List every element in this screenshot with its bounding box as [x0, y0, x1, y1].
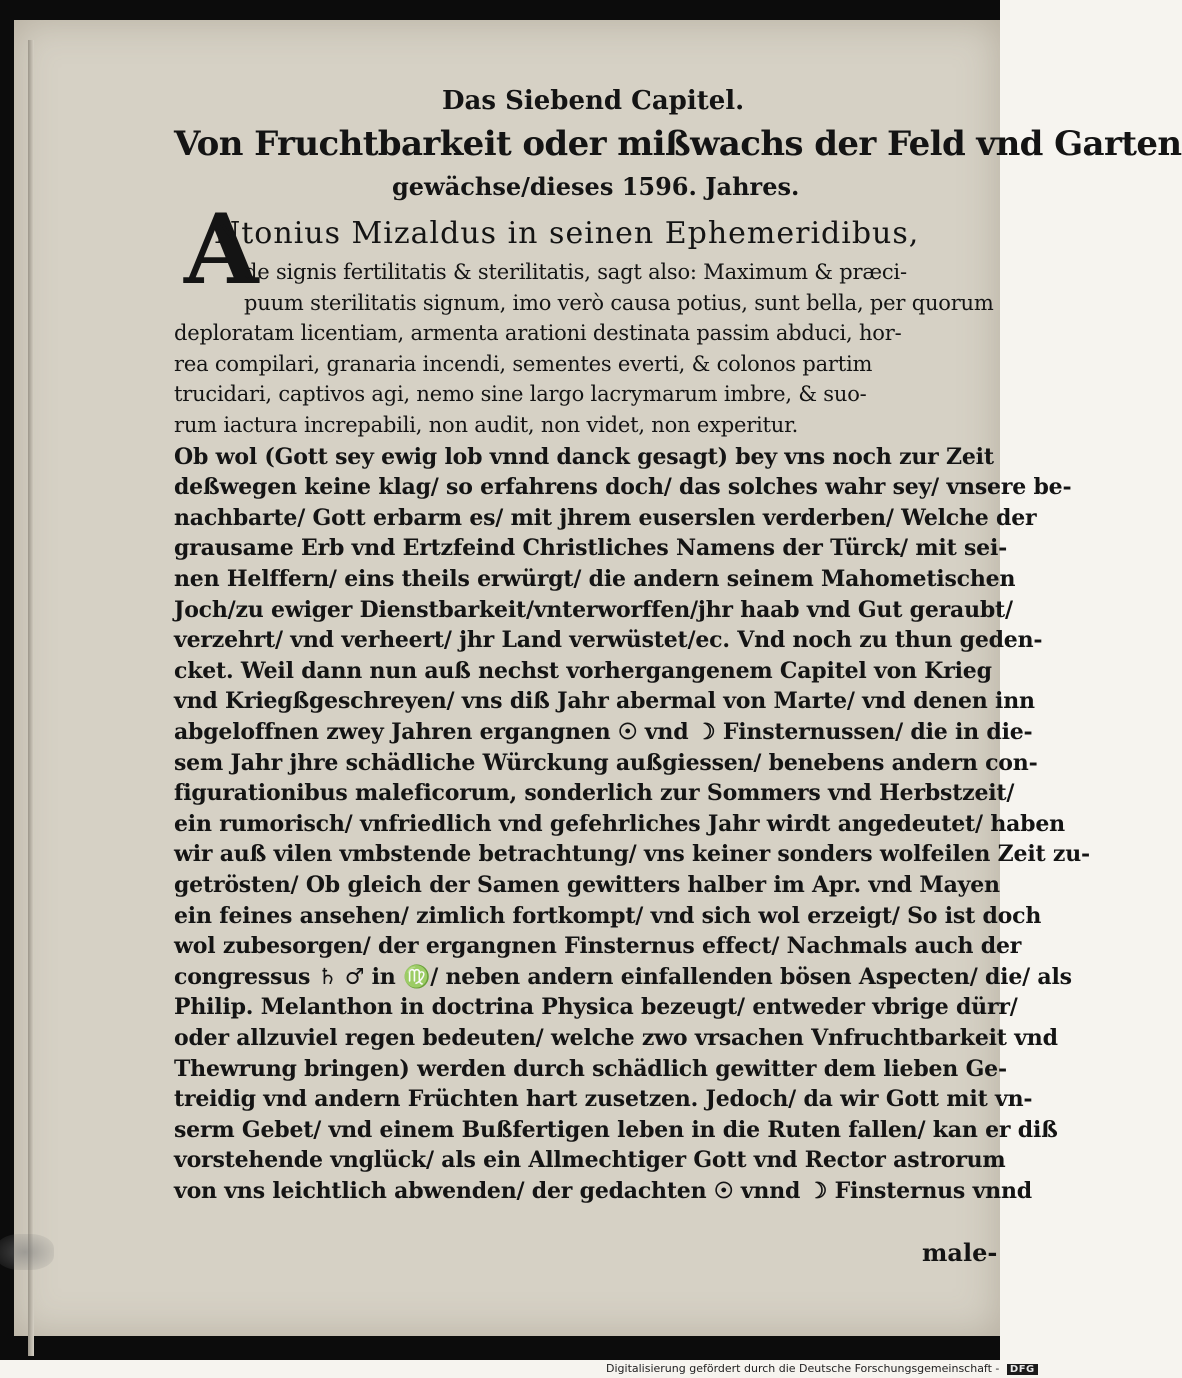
text-line: Thewrung bringen) werden durch schädlich gewitter dem lieben Ge- [174, 1055, 1007, 1082]
text-line: grausame Erb vnd Ertzfeind Christliches Namens der Türck/ mit sei- [174, 535, 1008, 562]
text-line: oder allzuviel regen bedeuten/ welche zwo vrsachen Vnfruchtbarkeit vnd [174, 1025, 1058, 1051]
catchword: male- [922, 1238, 998, 1267]
text-line: ein rumorisch/ vnfriedlich vnd gefehrliches Jahr wirdt angedeutet/ haben [174, 810, 1065, 837]
text-line: von vns leichtlich abwenden/ der gedachten ☉ vnnd ☽ Finsternus vnnd [174, 1178, 1032, 1204]
book-page [14, 20, 1182, 1336]
text-line: de signis fertilitatis & sterilitatis, sagt also: Maximum & præci- [244, 260, 907, 284]
chapter-title-line-1: Von Fruchtbarkeit oder mißwachs der Feld vnd Garten [174, 124, 1182, 164]
dfg-logo: DFG [1007, 1364, 1038, 1375]
drop-cap: A [184, 193, 259, 306]
text-line: wol zubesorgen/ der ergangnen Finsternus effect/ Nachmals auch der [174, 933, 1022, 960]
text-line: Joch/zu ewiger Dienstbarkeit/vnterworffen/jhr haab vnd Gut geraubt/ [174, 596, 1013, 623]
footer-credit: Digitalisierung gefördert durch die Deutsche Forschungsgemeinschaft - [606, 1362, 1000, 1375]
text-line: ein feines ansehen/ zimlich fortkompt/ vnd sich wol erzeigt/ So ist doch [174, 902, 1042, 929]
text-line: cket. Weil dann nun auß nechst vorhergangenem Capitel von Krieg [174, 657, 992, 684]
text-line: puum sterilitatis signum, imo verò causa potius, sunt bella, per quorum [244, 290, 994, 315]
text-line: treidig vnd andern Früchten hart zusetzen. Jedoch/ da wir Gott mit vn- [174, 1086, 1033, 1113]
text-line: figurationibus maleficorum, sonderlich zur Sommers vnd Herbstzeit/ [174, 780, 1015, 807]
text-line: nachbarte/ Gott erbarm es/ mit jhrem euserslen verderben/ Welche der [174, 504, 1037, 531]
digitization-footer [606, 1362, 1038, 1375]
text-line: Ob wol (Gott sey ewig lob vnnd danck gesagt) bey vns noch zur Zeit [174, 443, 994, 470]
text-line: serm Gebet/ vnd einem Bußfertigen leben in die Ruten fallen/ kan er diß [174, 1116, 1058, 1143]
text-line: rea compilari, granaria incendi, sementes everti, & colonos partim [174, 351, 873, 376]
text-line: vnd Kriegßgeschreyen/ vns diß Jahr abermal von Marte/ vnd denen inn [174, 688, 1035, 715]
text-line: getrösten/ Ob gleich der Samen gewitters halber im Apr. vnd Mayen [174, 872, 1000, 898]
text-line: rum iactura increpabili, non audit, non videt, non experitur. [174, 413, 799, 437]
text-line: vorstehende vnglück/ als ein Allmechtiger Gott vnd Rector astrorum [174, 1147, 1006, 1174]
text-line: congressus ♄ ♂ in ♍/ neben andern einfallenden bösen Aspecten/ die/ als [174, 963, 1072, 990]
chapter-header: Das Siebend Capitel. [442, 86, 745, 116]
page-content [174, 20, 1182, 1336]
text-line: abgeloffnen zwey Jahren ergangnen ☉ vnd ☽ Finsternussen/ die in die- [174, 719, 1033, 745]
text-line: sem Jahr jhre schädliche Würckung außgiessen/ benebens andern con- [174, 749, 1038, 776]
text-line: deßwegen keine klag/ so erfahrens doch/ das solches wahr sey/ vnsere be- [174, 474, 1072, 501]
text-line: verzehrt/ vnd verheert/ jhr Land verwüstet/ec. Vnd noch zu thun geden- [174, 627, 1043, 654]
page-edge [28, 40, 34, 1356]
text-line: wir auß vilen vmbstende betrachtung/ vns keiner sonders wolfeilen Zeit zu- [174, 841, 1090, 868]
ink-smudge [0, 1234, 54, 1270]
first-text-line: Ntonius Mizaldus in seinen Ephemeridibus, [214, 216, 920, 251]
chapter-title-line-2: gewächse/dieses 1596. Jahres. [392, 172, 800, 201]
text-line: trucidari, captivos agi, nemo sine largo lacrymarum imbre, & suo- [174, 382, 867, 407]
text-line: deploratam licentiam, armenta arationi destinata passim abduci, hor- [174, 321, 902, 346]
text-line: nen Helffern/ eins theils erwürgt/ die andern seinem Mahometischen [174, 566, 1016, 592]
text-line: Philip. Melanthon in doctrina Physica bezeugt/ entweder vbrige dürr/ [174, 994, 1018, 1021]
